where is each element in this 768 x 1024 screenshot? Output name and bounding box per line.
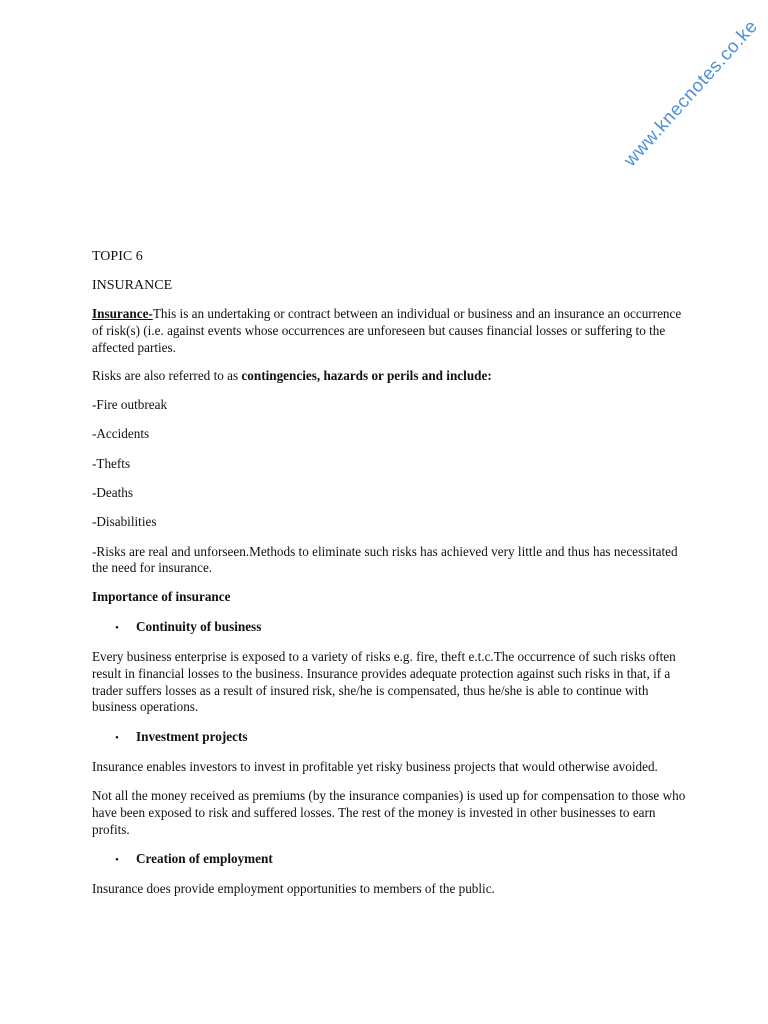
bullet-icon: •	[115, 732, 119, 745]
importance-heading: Importance of insurance	[92, 589, 231, 605]
risk-item: -Accidents	[92, 426, 150, 442]
topic-label: TOPIC 6	[92, 249, 143, 264]
section-heading-text: Investment projects	[136, 729, 248, 745]
risk-item: -Fire outbreak	[92, 397, 168, 413]
risk-item: -Disabilities	[92, 514, 157, 530]
section-heading-text: Continuity of business	[136, 619, 262, 635]
risks-intro-bold: contingencies, hazards or perils and include:	[241, 368, 492, 384]
page-title: INSURANCE	[92, 278, 173, 293]
risk-item: -Deaths	[92, 485, 134, 501]
definition-paragraph	[92, 306, 692, 356]
bullet-icon: •	[115, 622, 119, 635]
document-body	[92, 248, 692, 910]
definition-term: Insurance-	[92, 306, 153, 321]
watermark-url: www.knecnotes.co.ke	[619, 15, 762, 171]
bullet-icon: •	[115, 854, 119, 867]
risks-note: -Risks are real and unforseen.Methods to eliminate such risks has achieved very little and thus has necessitated the need for insurance.	[92, 543, 678, 576]
section-paragraph: Insurance enables investors to invest in profitable yet risky business projects that would otherwise avoided.	[92, 759, 658, 775]
section-heading-text: Creation of employment	[136, 851, 273, 867]
risks-intro-prefix: Risks are also referred to as	[92, 368, 242, 384]
section-paragraph: Not all the money received as premiums (by the insurance companies) is used up for compensation to those who have been exposed to risk and suffered losses. The rest of the money is invested in other businesses to earn profits.	[92, 788, 686, 837]
risks-intro	[92, 368, 692, 385]
definition-text: This is an undertaking or contract between an individual or business and an insurance an occurrence of risk(s) (i.e. against events whose occurrences are unforeseen but causes financial losses or suffering to the affected parties.	[92, 306, 682, 355]
section-paragraph: Every business enterprise is exposed to a variety of risks e.g. fire, theft e.t.c.The occurrence of such risks often result in financial losses to the business. Insurance provides adequate protection against such risks in that, if a trader suffers losses as a result of insured risk, she/he is compensated, thus he/she is able to continue with business operations.	[92, 649, 676, 715]
section-heading-continuity	[92, 618, 692, 637]
section-heading-employment	[92, 850, 692, 869]
risk-item: -Thefts	[92, 455, 131, 471]
section-heading-investment	[92, 728, 692, 747]
section-paragraph: Insurance does provide employment opportunities to members of the public.	[92, 881, 495, 897]
